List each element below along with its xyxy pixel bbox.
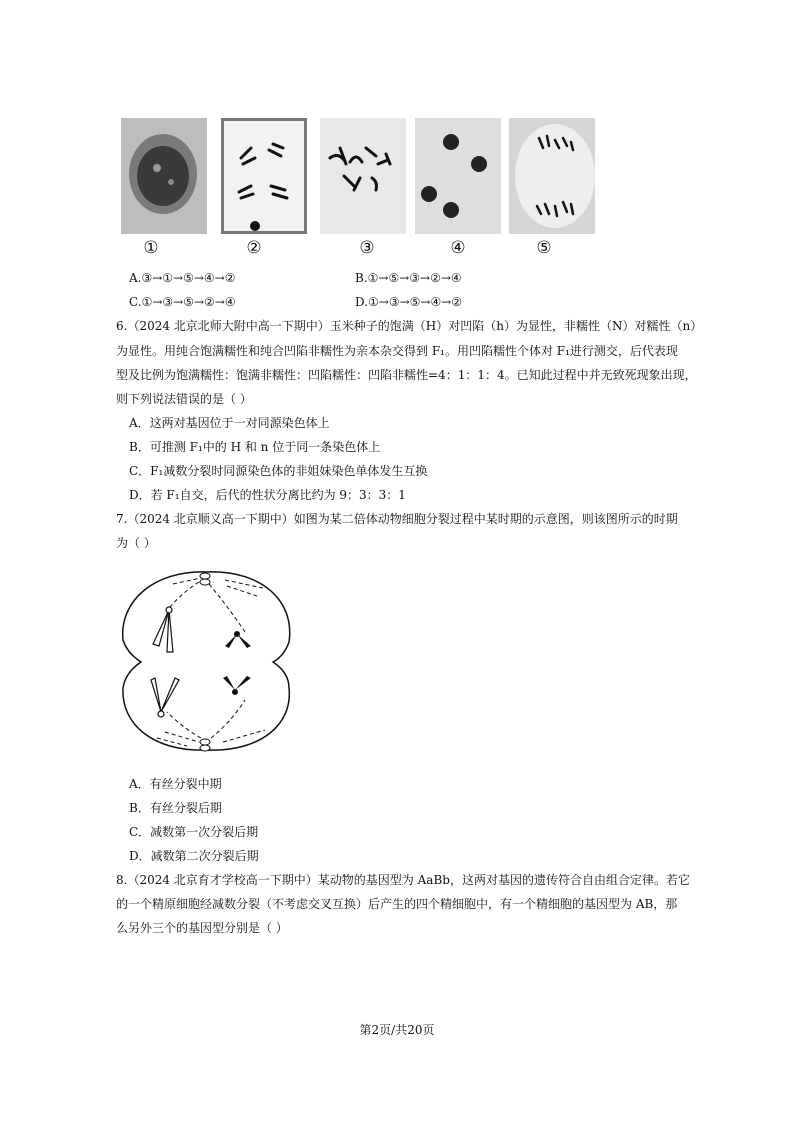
q8-stem-line-1: 8.（2024 北京育才学校高一下期中）某动物的基因型为 AaBb，这两对基因的遗传符合自由组合定律。若它 <box>116 873 690 887</box>
figure-label-5: ⑤ <box>536 238 552 258</box>
micrograph-2 <box>221 118 307 234</box>
micrograph-3 <box>320 118 406 234</box>
q8-stem-line-2: 的一个精原细胞经减数分裂（不考虑交叉互换）后产生的四个精细胞中，有一个精细胞的基因型为 AB，那 <box>116 897 678 911</box>
micrograph-4 <box>415 118 501 234</box>
q6-stem-line-4: 则下列说法错误的是（ ） <box>116 392 252 406</box>
q6-stem-line-2: 为显性。用纯合饱满糯性和纯合凹陷非糯性为亲本杂交得到 F₁。用凹陷糯性个体对 F₁进行测交，后代表现 <box>116 344 678 358</box>
q5-option-b: B.①→⑤→③→②→④ <box>355 271 462 285</box>
q7-option-b: B．有丝分裂后期 <box>129 801 222 815</box>
q7-stem-line-1: 7.（2024 北京顺义高一下期中）如图为某二倍体动物细胞分裂过程中某时期的示意图，则该图所示的时期 <box>116 512 678 526</box>
q6-stem-line-1: 6.（2024 北京北师大附中高一下期中）玉米种子的饱满（H）对凹陷（h）为显性，非糯性（N）对糯性（n） <box>116 319 703 333</box>
cell-division-diagram <box>113 562 301 758</box>
q6-option-a: A．这两对基因位于一对同源染色体上 <box>129 416 330 430</box>
figure-label-2: ② <box>246 238 262 258</box>
q6-option-d: D．若 F₁自交，后代的性状分离比约为 9：3：3：1 <box>129 488 406 502</box>
q7-option-a: A．有丝分裂中期 <box>129 777 222 791</box>
micrograph-figure <box>121 118 591 258</box>
q7-option-c: C．减数第一次分裂后期 <box>129 825 259 839</box>
figure-label-1: ① <box>143 238 159 258</box>
q6-option-b: B．可推测 F₁中的 H 和 n 位于同一条染色体上 <box>129 440 381 454</box>
q6-option-c: C．F₁减数分裂时同源染色体的非姐妹染色单体发生互换 <box>129 464 428 478</box>
page-footer: 第2页/共20页 <box>359 1023 435 1037</box>
micrograph-1 <box>121 118 207 234</box>
q7-stem-line-2: 为（ ） <box>116 536 156 550</box>
q8-stem-line-3: 么另外三个的基因型分别是（ ） <box>116 921 288 935</box>
q5-option-d: D.①→③→⑤→④→② <box>355 295 463 309</box>
q6-stem-line-3: 型及比例为饱满糯性：饱满非糯性：凹陷糯性：凹陷非糯性=4：1：1：4。已知此过程中并无致死现象出现， <box>116 368 697 382</box>
q5-option-a: A.③→①→⑤→④→② <box>129 271 236 285</box>
q7-option-d: D．减数第二次分裂后期 <box>129 849 259 863</box>
figure-label-4: ④ <box>450 238 466 258</box>
micrograph-5 <box>509 118 595 234</box>
q5-option-c: C.①→③→⑤→②→④ <box>129 295 236 309</box>
figure-label-3: ③ <box>359 238 375 258</box>
